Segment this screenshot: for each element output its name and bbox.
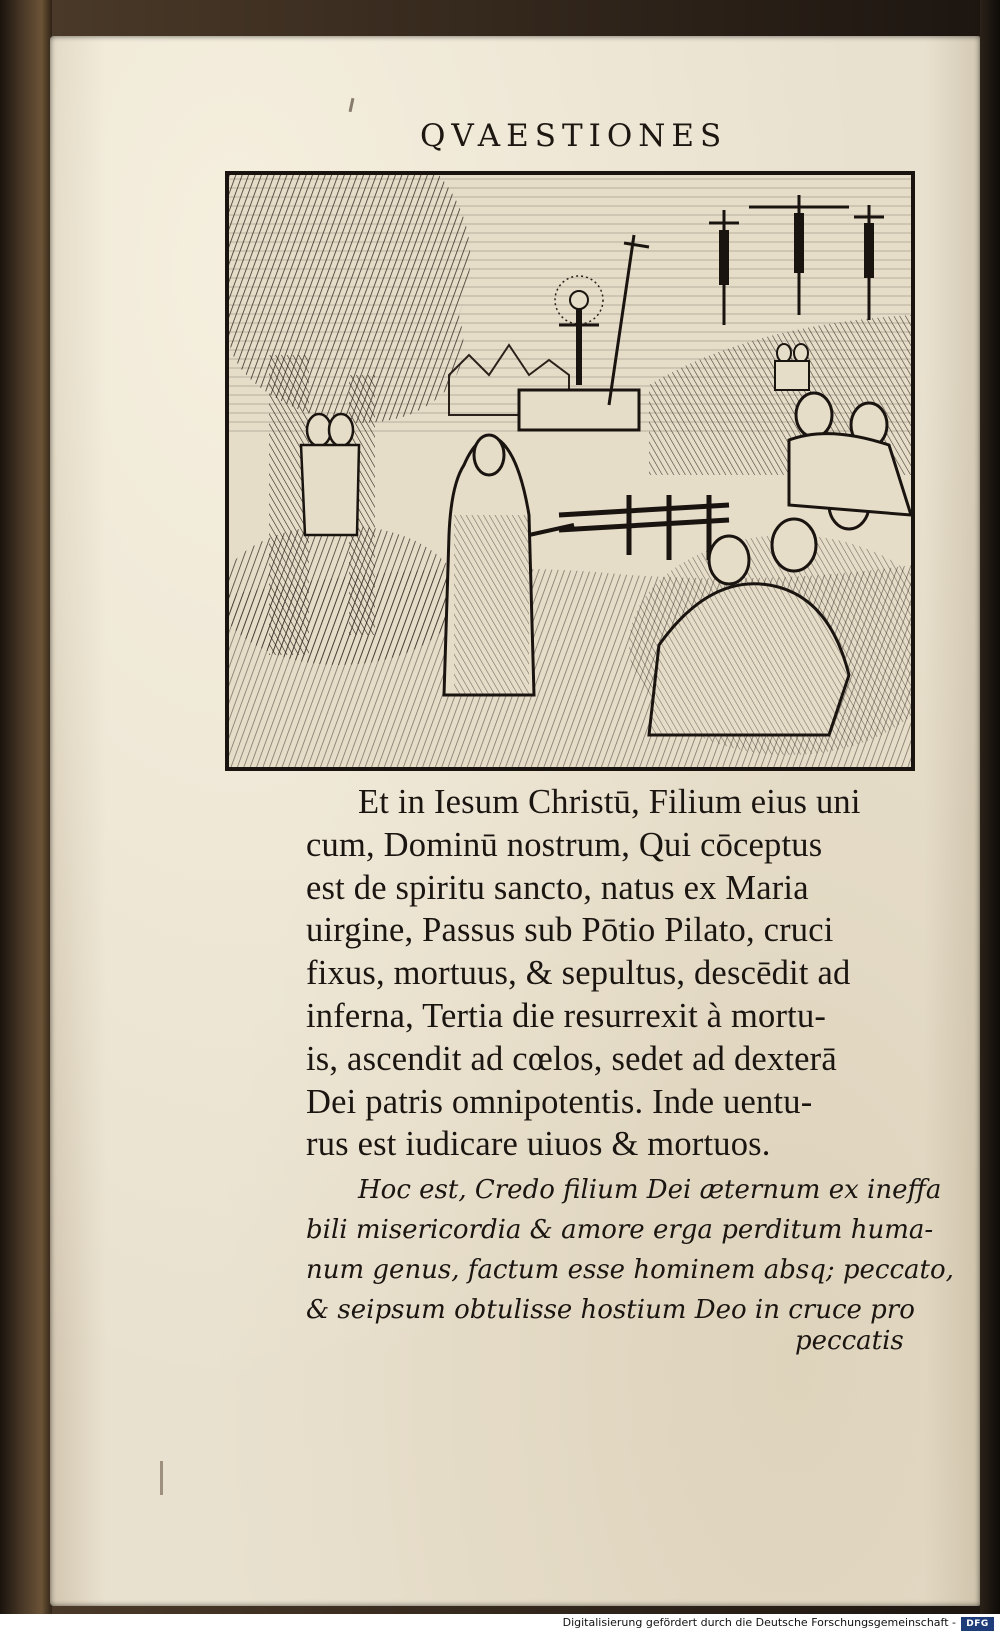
catchword: peccatis	[795, 1326, 904, 1356]
funding-credit: Digitalisierung gefördert durch die Deutsche Forschungsgemeinschaft -	[562, 1616, 956, 1629]
creed-line: rus est iudicare uiuos & mortuos.	[306, 1125, 771, 1164]
dfg-logo-icon: DFG	[961, 1617, 994, 1631]
commentary	[306, 1170, 954, 1330]
creed-line: is, ascendit ad cœlos, sedet ad dexterā	[306, 1039, 837, 1078]
ink-mark	[349, 98, 355, 112]
creed-line: fixus, mortuus, & sepultus, descēdit ad	[306, 954, 851, 993]
creed-line: Et in Iesum Christū, Filium eius uni	[358, 783, 861, 821]
commentary-line: num genus, factum esse hominem absq; peccato,	[306, 1255, 954, 1286]
footer-bar	[0, 1614, 1000, 1634]
creed-line: Dei patris omnipotentis. Inde uentu-	[306, 1082, 813, 1121]
woodcut-drawing	[229, 175, 911, 767]
creed-line: uirgine, Passus sub Pōtio Pilato, cruci	[306, 911, 834, 950]
book-binding-edge	[0, 0, 52, 1634]
creed-line: est de spiritu sancto, natus ex Maria	[306, 868, 809, 907]
book-page	[50, 36, 980, 1606]
woodcut-illustration	[225, 171, 915, 771]
commentary-line: Hoc est, Credo filium Dei æternum ex ineffa	[358, 1175, 942, 1206]
commentary-line: & seipsum obtulisse hostium Deo in cruce pro	[306, 1295, 915, 1326]
commentary-line: bili misericordia & amore erga perditum huma-	[306, 1215, 934, 1246]
page-right-edge	[980, 0, 1000, 1634]
running-head: QVAESTIONES	[420, 118, 728, 154]
creed-line: cum, Dominū nostrum, Qui cōceptus	[306, 825, 823, 864]
text-block	[306, 781, 954, 1330]
margin-mark	[160, 1461, 163, 1495]
creed-line: inferna, Tertia die resurrexit à mortu-	[306, 996, 827, 1035]
